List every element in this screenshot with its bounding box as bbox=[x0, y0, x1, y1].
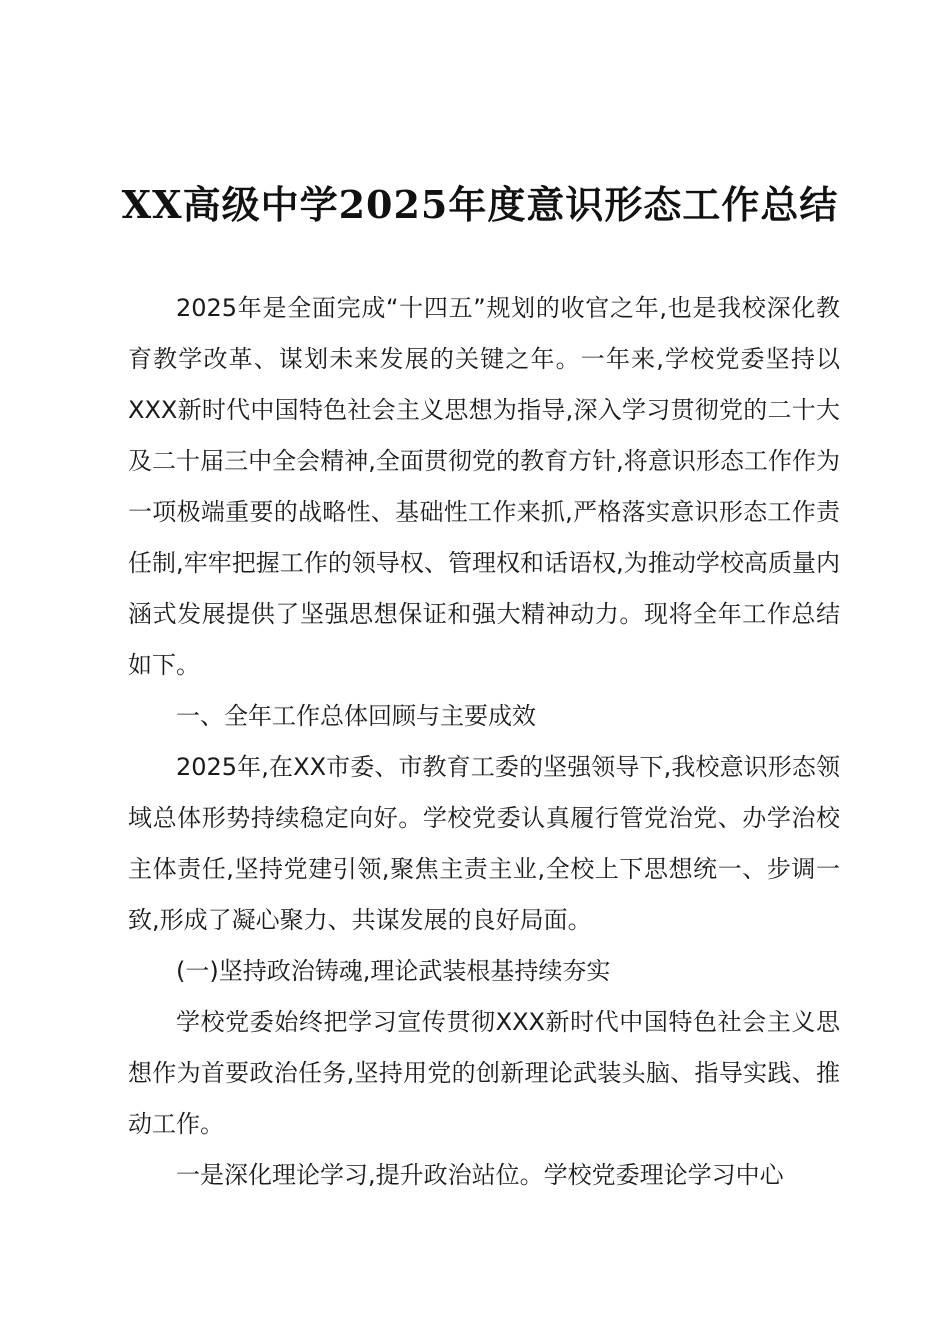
paragraph-theory: 学校党委始终把学习宣传贯彻XXX新时代中国特色社会主义思想作为首要政治任务,坚持用党的创新理论武装头脑、指导实践、推动工作。 bbox=[128, 1008, 840, 1138]
paragraph-overview: 2025年,在XX市委、市教育工委的坚强领导下,我校意识形态领域总体形势持续稳定向好。学校党委认真履行管党治党、办学治校主体责任,坚持党建引领,聚焦主责主业,全校上下思想统一、步调一致,形成了凝心聚力、共谋发展的良好局面。 bbox=[128, 753, 840, 934]
document-title: XX高级中学2025年度意识形态工作总结 bbox=[121, 182, 839, 227]
paragraph-study: 一是深化理论学习,提升政治站位。学校党委理论学习中心 bbox=[176, 1161, 784, 1189]
document-body bbox=[128, 283, 840, 1201]
subsection-heading: (一)坚持政治铸魂,理论武装根基持续夯实 bbox=[176, 957, 611, 985]
paragraph-intro: 2025年是全面完成“十四五”规划的收官之年,也是我校深化教育教学改革、谋划未来发展的关键之年。一年来,学校党委坚持以XXX新时代中国特色社会主义思想为指导,深入学习贯彻党的二十大及二十届三中全会精神,全面贯彻党的教育方针,将意识形态工作作为一项极端重要的战略性、基础性工作来抓,严格落实意识形态工作责任制,牢牢把握工作的领导权、管理权和话语权,为推动学校高质量内涵式发展提供了坚强思想保证和强大精神动力。现将全年工作总结如下。 bbox=[128, 294, 840, 679]
section-heading: 一、全年工作总体回顾与主要成效 bbox=[176, 702, 536, 730]
